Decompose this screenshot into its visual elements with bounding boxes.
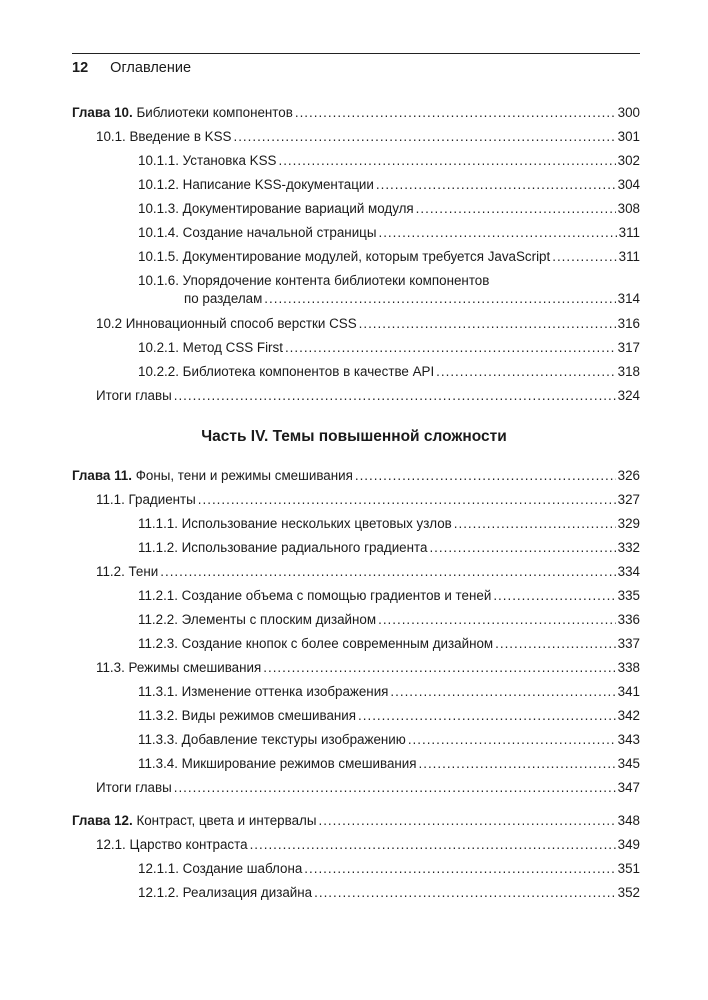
toc-subsection-11-3-2[interactable] <box>138 707 640 724</box>
subsection-title: 11.2.1. Создание объема с помощью градиентов и теней <box>138 588 492 603</box>
page-ref: 326 <box>617 468 640 483</box>
toc-section-12-1[interactable] <box>96 836 640 853</box>
page-ref: 316 <box>617 316 640 331</box>
dot-leader <box>250 836 616 853</box>
subsection-title: 11.3.3. Добавление текстуры изображению <box>138 732 406 747</box>
running-header <box>72 60 191 76</box>
dot-leader <box>285 339 616 356</box>
toc-subsection-11-1-2[interactable] <box>138 539 640 556</box>
chapter-title: Библиотеки компонентов <box>132 105 293 120</box>
subsection-title: 11.1.1. Использование нескольких цветовых узлов <box>138 516 452 531</box>
section-title: 12.1. Царство контраста <box>96 837 248 852</box>
dot-leader <box>304 860 615 877</box>
page-ref: 341 <box>617 684 640 699</box>
toc-subsection-11-1-1[interactable] <box>138 515 640 532</box>
toc-section-10-2[interactable] <box>96 315 640 332</box>
header-rule <box>72 53 640 54</box>
dot-leader <box>198 491 616 508</box>
page-title: Оглавление <box>110 60 192 76</box>
subsection-title: 11.2.3. Создание кнопок с более современным дизайном <box>138 636 494 651</box>
dot-leader <box>278 152 615 169</box>
subsection-title: 11.1.2. Использование радиального градиента <box>138 540 428 555</box>
toc-subsection-10-1-5[interactable] <box>138 248 640 265</box>
dot-leader <box>390 683 615 700</box>
page-ref: 308 <box>617 201 640 216</box>
subsection-title: 12.1.2. Реализация дизайна <box>138 885 313 900</box>
dot-leader <box>263 659 615 676</box>
dot-leader <box>495 635 616 652</box>
part-heading: Часть IV. Темы повышенной сложности <box>201 428 507 445</box>
dot-leader <box>295 104 616 121</box>
subsection-title-line1[interactable]: 10.1.6. Упорядочение контента библиотеки компонентов <box>138 273 490 288</box>
page-ref: 324 <box>617 388 640 403</box>
dot-leader <box>493 587 615 604</box>
dot-leader <box>552 248 616 265</box>
toc-subsection-10-1-1[interactable] <box>138 152 640 169</box>
subsection-title: 11.3.2. Виды режимов смешивания <box>138 708 357 723</box>
page-ref: 304 <box>617 177 640 192</box>
page-ref: 332 <box>617 540 640 555</box>
chapter-prefix: Глава 11. <box>72 468 132 483</box>
page-ref: 349 <box>617 837 640 852</box>
dot-leader <box>174 387 616 404</box>
section-title: 10.1. Введение в KSS <box>96 129 232 144</box>
page-ref: 347 <box>617 780 640 795</box>
dot-leader <box>359 315 616 332</box>
subsection-title: 10.1.1. Установка KSS <box>138 153 277 168</box>
summary-title: Итоги главы <box>96 388 172 403</box>
toc-section-10-1[interactable] <box>96 128 640 145</box>
page-ref: 327 <box>617 492 640 507</box>
toc-section-11-1[interactable] <box>96 491 640 508</box>
dot-leader <box>358 707 616 724</box>
subsection-title: 11.2.2. Элементы с плоским дизайном <box>138 612 377 627</box>
toc-subsection-10-1-4[interactable] <box>138 224 640 241</box>
page-ref: 302 <box>617 153 640 168</box>
chapter-title: Контраст, цвета и интервалы <box>132 813 317 828</box>
dot-leader <box>233 128 615 145</box>
section-title: 10.2 Инновационный способ верстки CSS <box>96 316 357 331</box>
page-ref: 314 <box>617 291 640 306</box>
toc-chapter-11[interactable] <box>72 467 640 484</box>
toc-summary-ch11[interactable] <box>96 779 640 796</box>
page-ref: 343 <box>617 732 640 747</box>
page-ref: 348 <box>617 813 640 828</box>
page-ref: 300 <box>617 105 640 120</box>
toc-subsection-11-3-3[interactable] <box>138 731 640 748</box>
dot-leader <box>264 290 615 307</box>
page-ref: 337 <box>617 636 640 651</box>
dot-leader <box>376 176 616 193</box>
page-ref: 334 <box>617 564 640 579</box>
summary-title: Итоги главы <box>96 780 172 795</box>
dot-leader <box>314 884 616 901</box>
page-ref: 352 <box>617 885 640 900</box>
subsection-title: 10.2.2. Библиотека компонентов в качестве API <box>138 364 435 379</box>
subsection-title: 10.1.5. Документирование модулей, которым требуется JavaScript <box>138 249 551 264</box>
dot-leader <box>318 812 615 829</box>
page-ref: 317 <box>617 340 640 355</box>
dot-leader <box>436 363 615 380</box>
toc-chapter-12[interactable] <box>72 812 640 829</box>
toc-subsection-10-1-6[interactable] <box>184 290 640 307</box>
toc-subsection-12-1-2[interactable] <box>138 884 640 901</box>
dot-leader <box>174 779 616 796</box>
toc-summary-ch10[interactable] <box>96 387 640 404</box>
subsection-title: 10.1.3. Документирование вариаций модуля <box>138 201 414 216</box>
chapter-prefix: Глава 12. <box>72 813 133 828</box>
page-ref: 342 <box>617 708 640 723</box>
dot-leader <box>355 467 616 484</box>
toc-subsection-11-3-4[interactable] <box>138 755 640 772</box>
subsection-title: 10.2.1. Метод CSS First <box>138 340 283 355</box>
dot-leader <box>416 200 616 217</box>
page-number: 12 <box>72 60 89 76</box>
page-ref: 345 <box>617 756 640 771</box>
page-ref: 351 <box>617 861 640 876</box>
dot-leader <box>378 611 616 628</box>
section-title: 11.3. Режимы смешивания <box>96 660 262 675</box>
dot-leader <box>408 731 616 748</box>
subsection-title: 11.3.4. Микширование режимов смешивания <box>138 756 417 771</box>
subsection-title: 11.3.1. Изменение оттенка изображения <box>138 684 389 699</box>
toc-subsection-11-3-1[interactable] <box>138 683 640 700</box>
page-ref: 318 <box>617 364 640 379</box>
section-title: 11.1. Градиенты <box>96 492 196 507</box>
subsection-title: 12.1.1. Создание шаблона <box>138 861 303 876</box>
toc-subsection-11-2-2[interactable] <box>138 611 640 628</box>
chapter-prefix: Глава 10. <box>72 105 133 120</box>
subsection-title: 10.1.2. Написание KSS-документации <box>138 177 374 192</box>
dot-leader <box>429 539 615 556</box>
toc-subsection-11-2-1[interactable] <box>138 587 640 604</box>
toc-subsection-10-2-2[interactable] <box>138 363 640 380</box>
subsection-title: 10.1.4. Создание начальной страницы <box>138 225 377 240</box>
chapter-title: Фоны, тени и режимы смешивания <box>131 468 353 483</box>
section-title: 11.2. Тени <box>96 564 159 579</box>
dot-leader <box>454 515 616 532</box>
page-ref: 336 <box>617 612 640 627</box>
page-ref: 311 <box>618 225 640 240</box>
toc-subsection-10-2-1[interactable] <box>138 339 640 356</box>
dot-leader <box>378 224 616 241</box>
toc-chapter-10[interactable] <box>72 104 640 121</box>
toc-subsection-10-1-2[interactable] <box>138 176 640 193</box>
subsection-title-line2: по разделам <box>184 291 263 306</box>
page-ref: 301 <box>617 129 640 144</box>
toc-subsection-10-1-3[interactable] <box>138 200 640 217</box>
page-ref: 311 <box>618 249 640 264</box>
dot-leader <box>160 563 615 580</box>
toc-subsection-12-1-1[interactable] <box>138 860 640 877</box>
page-ref: 335 <box>617 588 640 603</box>
toc-section-11-2[interactable] <box>96 563 640 580</box>
page-ref: 338 <box>617 660 640 675</box>
toc-section-11-3[interactable] <box>96 659 640 676</box>
page-ref: 329 <box>617 516 640 531</box>
dot-leader <box>419 755 616 772</box>
toc-subsection-11-2-3[interactable] <box>138 635 640 652</box>
